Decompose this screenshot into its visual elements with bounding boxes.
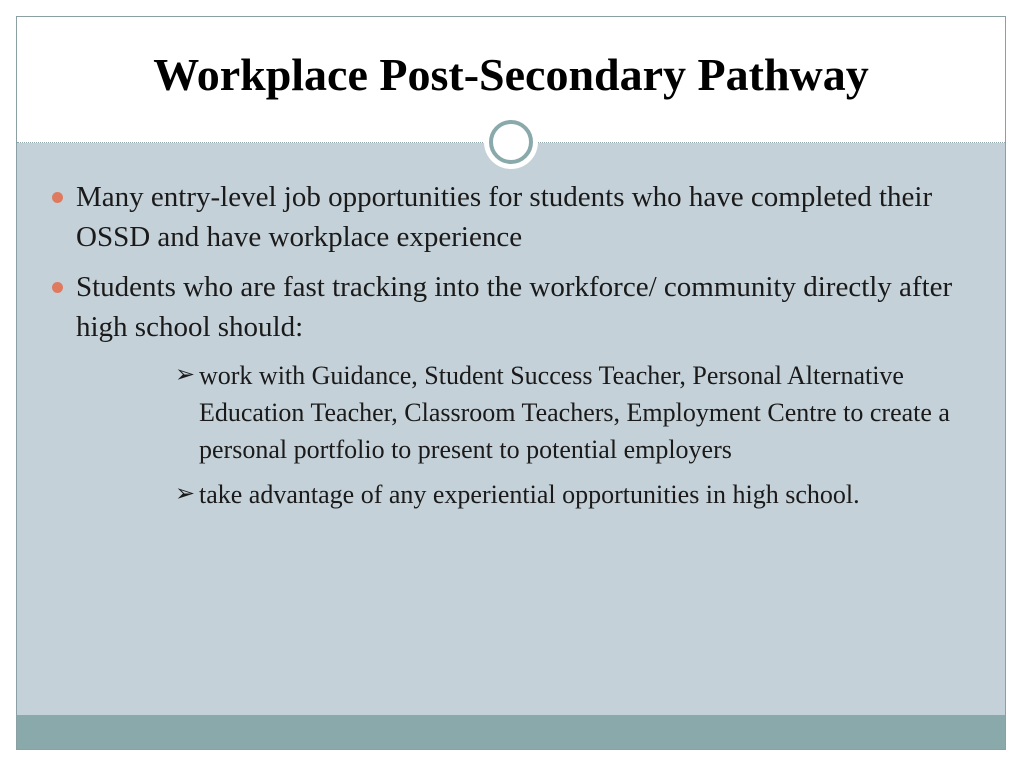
ring-icon [489,120,533,164]
sub-bullet-item [17,357,1005,468]
circle-ornament-icon [484,115,538,169]
bullet-item [17,177,1005,257]
footer-bar [17,715,1005,749]
bullet-text: Many entry-level job opportunities for students who have completed their OSSD and have workplace experience [76,181,933,253]
bullet-dot-icon [52,192,63,203]
sub-bullet-text: take advantage of any experiential opportunities in high school. [199,480,860,509]
sub-bullet-list [17,357,1005,513]
bullet-text: Students who are fast tracking into the workforce/ community directly after high school should: [76,271,953,343]
slide-content [17,177,1005,521]
bullet-list [17,177,1005,347]
arrowhead-icon: ➢ [175,362,196,388]
arrowhead-icon: ➢ [175,481,196,507]
slide-title: Workplace Post-Secondary Pathway [153,49,869,100]
bullet-item [17,267,1005,347]
bullet-dot-icon [52,282,63,293]
sub-bullet-text: work with Guidance, Student Success Teacher, Personal Alternative Education Teacher, Classroom Teachers, Employment Centre to create a personal portfolio to present to potential employers [199,361,950,464]
slide [16,16,1006,750]
sub-bullet-item [17,476,1005,513]
